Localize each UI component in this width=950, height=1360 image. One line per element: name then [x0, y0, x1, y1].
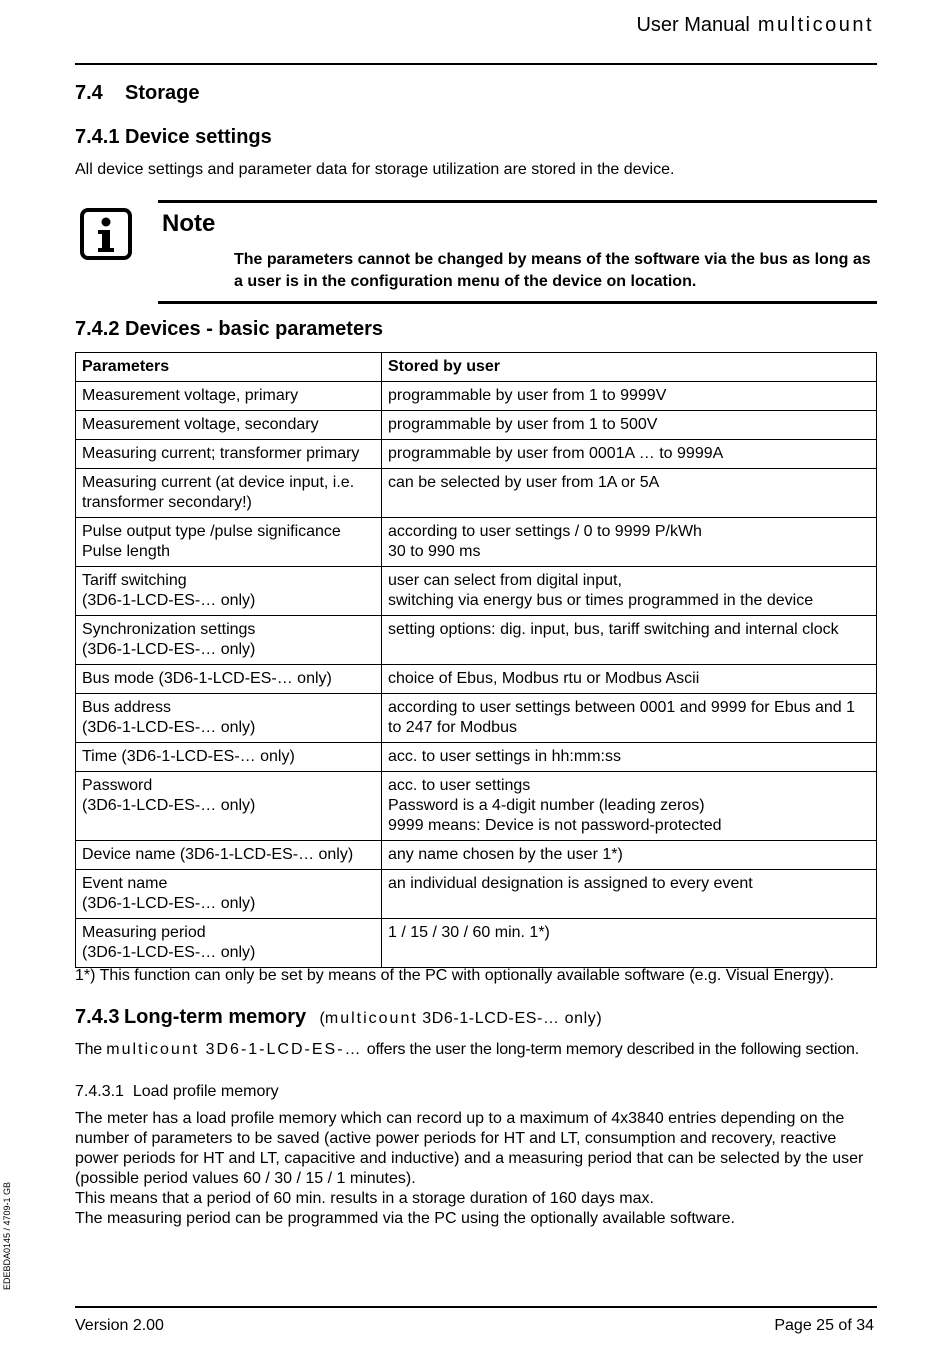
- text-product: multicount 3D6-1-LCD-ES-…: [106, 1041, 363, 1058]
- stored-by-user-cell: [382, 567, 877, 616]
- header-rule: [75, 63, 877, 65]
- cell-line: Pulse length: [82, 543, 171, 560]
- parameter-cell: [76, 772, 382, 841]
- cell-line: programmable by user from 1 to 500V: [388, 416, 658, 433]
- header-title: User Manual: [636, 14, 750, 36]
- table-row: [76, 518, 877, 567]
- cell-line: Measurement voltage, secondary: [82, 416, 319, 433]
- stored-by-user-cell: [382, 743, 877, 772]
- table-row: [76, 694, 877, 743]
- header-product: multicount: [757, 14, 874, 36]
- cell-line: (3D6-1-LCD-ES-… only): [82, 641, 256, 658]
- scope-open: (: [319, 1010, 325, 1027]
- parameter-cell: [76, 440, 382, 469]
- section-number: 7.4: [75, 82, 103, 104]
- subsection-heading-741: [75, 126, 272, 149]
- table-row: [76, 411, 877, 440]
- note-text: The parameters cannot be changed by means of the software via the bus as long as a user is in the configuration menu of the device on location.: [234, 251, 871, 290]
- parameter-cell: [76, 411, 382, 440]
- cell-line: Bus address: [82, 699, 171, 716]
- subsection-heading-743: [75, 1006, 602, 1029]
- device-settings-text: All device settings and parameter data for storage utilization are stored in the device.: [75, 161, 675, 178]
- table-row: [76, 841, 877, 870]
- cell-line: 30 to 990 ms: [388, 543, 481, 560]
- document-code: EDEBDA0145 / 4709-1 GB: [2, 1181, 12, 1290]
- cell-line: (3D6-1-LCD-ES-… only): [82, 719, 256, 736]
- subsection-scope: [320, 1010, 603, 1027]
- info-icon: [80, 208, 132, 260]
- subsection-title: Device settings: [125, 126, 272, 148]
- load-profile-line: The measuring period can be programmed via the PC using the optionally available software.: [75, 1210, 735, 1227]
- cell-line: an individual designation is assigned to every event: [388, 875, 753, 892]
- subsection-number: 7.4.3: [75, 1006, 120, 1028]
- long-term-memory-text: [75, 1040, 880, 1060]
- page-header: [636, 14, 874, 37]
- parameter-cell: [76, 870, 382, 919]
- stored-by-user-cell: [382, 665, 877, 694]
- cell-line: can be selected by user from 1A or 5A: [388, 474, 660, 491]
- cell-line: programmable by user from 1 to 9999V: [388, 387, 667, 404]
- subsection-title: Devices - basic parameters: [125, 318, 383, 340]
- parameter-cell: [76, 743, 382, 772]
- cell-line: user can select from digital input,: [388, 572, 622, 589]
- cell-line: Device name (3D6-1-LCD-ES-… only): [82, 846, 354, 863]
- cell-line: Time (3D6-1-LCD-ES-… only): [82, 748, 295, 765]
- parameters-table: [75, 352, 877, 968]
- column-header: Parameters: [76, 353, 382, 382]
- cell-line: 1 / 15 / 30 / 60 min. 1*): [388, 924, 550, 941]
- table-row: [76, 743, 877, 772]
- subsection-heading-742: [75, 318, 383, 341]
- cell-line: Measuring current; transformer primary: [82, 445, 360, 462]
- table-row: [76, 919, 877, 968]
- subsection-number: 7.4.1: [75, 126, 120, 148]
- stored-by-user-cell: [382, 694, 877, 743]
- cell-line: setting options: dig. input, bus, tariff switching and internal clock: [388, 621, 839, 638]
- subsection-title: Long-term memory: [123, 1006, 307, 1028]
- cell-line: Measuring current (at device input, i.e. transformer secondary!): [82, 474, 355, 511]
- table-row: [76, 440, 877, 469]
- cell-line: according to user settings / 0 to 9999 P/kWh: [388, 523, 702, 540]
- subsubsection-number: 7.4.3.1: [75, 1083, 124, 1100]
- table-row: [76, 567, 877, 616]
- parameter-cell: [76, 919, 382, 968]
- parameter-cell: [76, 694, 382, 743]
- cell-line: any name chosen by the user 1*): [388, 846, 623, 863]
- footer-version: Version 2.00: [75, 1317, 164, 1334]
- table-row: [76, 870, 877, 919]
- cell-line: Measuring period: [82, 924, 206, 941]
- text-pre: The: [75, 1041, 102, 1058]
- subsection-number: 7.4.2: [75, 318, 120, 340]
- cell-line: acc. to user settings: [388, 777, 531, 794]
- cell-line: (3D6-1-LCD-ES-… only): [82, 797, 256, 814]
- cell-line: Password: [82, 777, 153, 794]
- stored-by-user-cell: [382, 616, 877, 665]
- cell-line: (3D6-1-LCD-ES-… only): [82, 895, 256, 912]
- parameter-cell: [76, 518, 382, 567]
- stored-by-user-cell: [382, 411, 877, 440]
- cell-line: switching via energy bus or times programmed in the device: [388, 592, 814, 609]
- note-title: Note: [162, 210, 216, 237]
- scope-product: multicount: [324, 1010, 418, 1027]
- cell-line: (3D6-1-LCD-ES-… only): [82, 592, 256, 609]
- subsubsection-heading-7431: [75, 1083, 279, 1101]
- cell-line: 9999 means: Device is not password-protected: [388, 817, 722, 834]
- cell-line: Synchronization settings: [82, 621, 256, 638]
- cell-line: (3D6-1-LCD-ES-… only): [82, 944, 256, 961]
- footnote: 1*) This function can only be set by means of the PC with optionally available software (e.g. Visual Energy).: [75, 967, 834, 984]
- table-row: [76, 772, 877, 841]
- scope-rest: 3D6-1-LCD-ES-… only): [422, 1010, 603, 1027]
- cell-line: acc. to user settings in hh:mm:ss: [388, 748, 621, 765]
- stored-by-user-cell: [382, 870, 877, 919]
- stored-by-user-cell: [382, 919, 877, 968]
- cell-line: choice of Ebus, Modbus rtu or Modbus Ascii: [388, 670, 700, 687]
- footer-page-number: Page 25 of 34: [774, 1317, 874, 1334]
- cell-line: programmable by user from 0001A … to 9999A: [388, 445, 724, 462]
- stored-by-user-cell: [382, 841, 877, 870]
- table-row: [76, 616, 877, 665]
- load-profile-line: This means that a period of 60 min. results in a storage duration of 160 days max.: [75, 1190, 654, 1207]
- stored-by-user-cell: [382, 440, 877, 469]
- cell-line: Tariff switching: [82, 572, 187, 589]
- table-row: [76, 665, 877, 694]
- text-post: offers the user the long-term memory described in the following section.: [366, 1041, 859, 1058]
- subsubsection-title: Load profile memory: [132, 1083, 279, 1100]
- cell-line: Password is a 4-digit number (leading zeros): [388, 797, 705, 814]
- parameter-cell: [76, 616, 382, 665]
- parameter-cell: [76, 567, 382, 616]
- section-heading: [75, 82, 200, 105]
- cell-line: Event name: [82, 875, 168, 892]
- cell-line: according to user settings between 0001 and 9999 for Ebus and 1 to 247 for Modbus: [388, 699, 855, 736]
- table-header-row: [76, 353, 877, 382]
- table-row: [76, 469, 877, 518]
- parameter-cell: [76, 382, 382, 411]
- section-title: Storage: [125, 82, 200, 104]
- load-profile-paragraph: The meter has a load profile memory which can record up to a maximum of 4x3840 entries depending on the number of parameters to be saved (active power periods for HT and LT, consumption and recovery, reactive power periods for HT and LT, capacitive and inductive) and a measuring period that can be selected by the user (possible period values 60 / 30 / 15 / 1 minutes).: [75, 1110, 864, 1187]
- column-header: Stored by user: [382, 353, 877, 382]
- stored-by-user-cell: [382, 382, 877, 411]
- parameter-cell: [76, 665, 382, 694]
- table-row: [76, 382, 877, 411]
- cell-line: Measurement voltage, primary: [82, 387, 299, 404]
- cell-line: Bus mode (3D6-1-LCD-ES-… only): [82, 670, 332, 687]
- stored-by-user-cell: [382, 469, 877, 518]
- cell-line: Pulse output type /pulse significance: [82, 523, 341, 540]
- load-profile-text: [75, 1109, 880, 1229]
- parameter-cell: [76, 841, 382, 870]
- parameter-cell: [76, 469, 382, 518]
- footer-rule: [75, 1306, 877, 1308]
- stored-by-user-cell: [382, 518, 877, 567]
- stored-by-user-cell: [382, 772, 877, 841]
